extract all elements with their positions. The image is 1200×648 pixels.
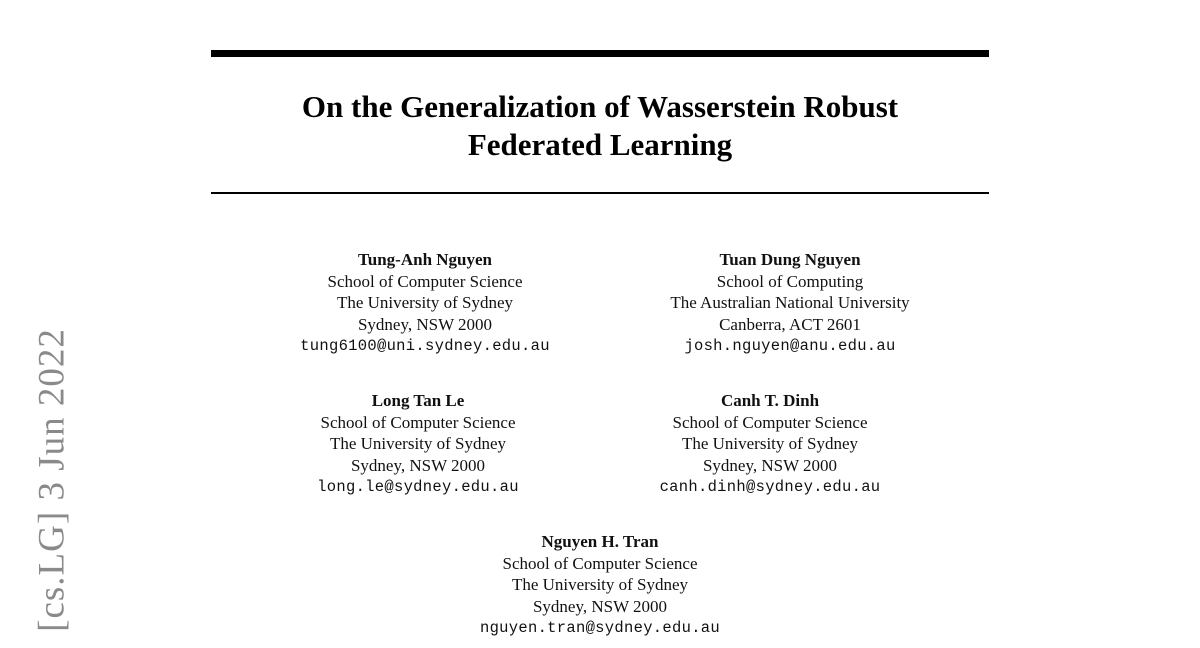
paper-title-line-2: Federated Learning — [467, 127, 733, 162]
author-location: Sydney, NSW 2000 — [350, 455, 486, 475]
author-institution: The University of Sydney — [336, 293, 514, 312]
author-department: School of Computer Science — [502, 553, 698, 573]
author-block — [255, 249, 595, 357]
author-name: Tung-Anh Nguyen — [357, 250, 493, 269]
author-email[interactable]: long.le@sydney.edu.au — [317, 478, 519, 496]
author-institution: The University of Sydney — [681, 434, 859, 453]
author-department: School of Computing — [716, 271, 864, 291]
author-location: Canberra, ACT 2601 — [719, 314, 861, 334]
paper-title — [211, 88, 989, 164]
author-location: Sydney, NSW 2000 — [357, 314, 493, 334]
author-block — [430, 531, 770, 639]
author-institution: The University of Sydney — [511, 575, 689, 594]
author-department: School of Computer Science — [327, 271, 523, 291]
author-institution: The University of Sydney — [329, 434, 507, 453]
author-block — [620, 249, 960, 357]
author-location: Sydney, NSW 2000 — [532, 596, 668, 616]
author-email[interactable]: josh.nguyen@anu.edu.au — [684, 337, 896, 355]
author-name: Long Tan Le — [371, 391, 465, 410]
author-email[interactable]: canh.dinh@sydney.edu.au — [659, 478, 881, 496]
author-name: Tuan Dung Nguyen — [719, 250, 861, 269]
paper-title-line-1: On the Generalization of Wasserstein Robust — [301, 89, 899, 124]
author-email[interactable]: nguyen.tran@sydney.edu.au — [479, 619, 721, 637]
author-email[interactable]: tung6100@uni.sydney.edu.au — [300, 337, 550, 355]
title-bottom-rule — [211, 192, 989, 194]
author-department: School of Computer Science — [320, 412, 516, 432]
author-institution: The Australian National University — [670, 293, 910, 312]
author-location: Sydney, NSW 2000 — [702, 455, 838, 475]
author-name: Canh T. Dinh — [720, 391, 820, 410]
author-department: School of Computer Science — [672, 412, 868, 432]
arxiv-side-stamp: [cs.LG] 3 Jun 2022 — [31, 328, 73, 632]
author-block — [600, 390, 940, 498]
author-name: Nguyen H. Tran — [541, 532, 659, 551]
title-top-rule — [211, 50, 989, 57]
author-block — [248, 390, 588, 498]
